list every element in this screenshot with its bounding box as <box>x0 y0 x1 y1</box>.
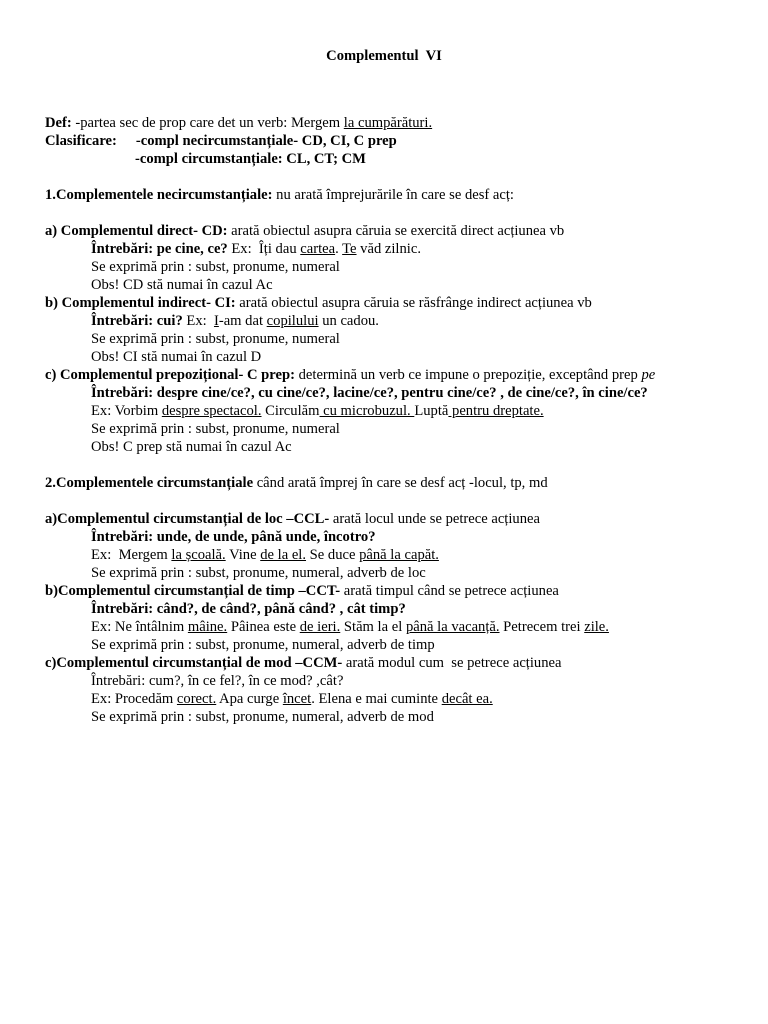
ccm-example-text: Apa curge <box>216 691 283 707</box>
cd-example-text: Ex: Îți dau <box>227 241 301 257</box>
cd-text: arată obiectul asupra căruia se exercită direct acțiunea vb <box>227 223 565 239</box>
document-body <box>45 114 745 726</box>
ci-text: arată obiectul asupra căruia se răsfrânge indirect acțiunea vb <box>235 295 592 311</box>
section1-text: nu arată împrejurările în care se desf acț: <box>272 187 514 203</box>
clasificare-line-2 <box>45 150 745 168</box>
ccl-express-line: Se exprimă prin : subst, pronume, numeral, adverb de loc <box>91 565 426 581</box>
clasificare-item-1: -compl necircumstanțiale- CD, CI, C prep <box>135 133 397 149</box>
cprep-example-text: Luptă <box>414 403 449 419</box>
ccm-example-underlined: corect. <box>176 691 217 707</box>
ccm-express-line: Se exprimă prin : subst, pronume, numeral, adverb de mod <box>91 709 434 725</box>
cd-heading: a) Complementul direct- CD: <box>45 223 228 239</box>
cct-express-line: Se exprimă prin : subst, pronume, numeral, adverb de timp <box>91 637 435 653</box>
ci-example-text: Ex: <box>182 313 214 329</box>
ccl-example-line <box>45 546 745 564</box>
def-example: la cumpărături. <box>343 115 433 131</box>
ci-example-underlined: I <box>213 313 219 329</box>
cprep-text: determină un verb ce impune o prepoziție, exceptând prep <box>294 367 642 383</box>
ccl-example-text: Vine <box>225 547 261 563</box>
cct-example-underlined: până la vacanță. <box>405 619 500 635</box>
cct-questions-line <box>45 600 745 618</box>
cprep-example-line <box>45 402 745 420</box>
cct-example-underlined: de ieri. <box>299 619 341 635</box>
cd-questions-line <box>45 240 745 258</box>
ci-questions-line <box>45 312 745 330</box>
ccl-example-underlined: până la capăt. <box>359 547 439 563</box>
ccl-heading-line <box>45 510 745 528</box>
ccl-heading: a)Complementul circumstanțial de loc –CCL- <box>45 511 330 527</box>
cprep-questions: Întrebări: despre cine/ce?, cu cine/ce?, lacine/ce?, pentru cine/ce? , de cine/ce?, în cine/ce? <box>91 385 648 401</box>
clasificare-line-1 <box>45 132 745 150</box>
cprep-example-text: Ex: Vorbim <box>91 403 162 419</box>
cd-example-text: . <box>335 241 343 257</box>
ccm-text: arată modul cum se petrece acțiunea <box>342 655 562 671</box>
cprep-heading: c) Complementul prepozițional- C prep: <box>45 367 295 383</box>
cct-example-underlined: mâine. <box>187 619 228 635</box>
ccl-example-underlined: la școală. <box>171 547 226 563</box>
cct-example-text: Petrecem trei <box>499 619 585 635</box>
cprep-heading-line <box>45 366 745 384</box>
cd-express-line: Se exprimă prin : subst, pronume, numeral <box>91 259 340 275</box>
cprep-example-underlined: pentru dreptate. <box>448 403 544 419</box>
ccm-example-text: Ex: Procedăm <box>91 691 177 707</box>
ccl-questions: Întrebări: unde, de unde, până unde, încotro? <box>91 529 376 545</box>
cprep-obs-line: Obs! C prep stă numai în cazul Ac <box>91 439 292 455</box>
cprep-example-underlined: cu microbuzul. <box>319 403 415 419</box>
ci-obs-line: Obs! CI stă numai în cazul D <box>91 349 262 365</box>
section1-heading-line <box>45 186 745 204</box>
cd-example-underlined: cartea <box>300 241 336 257</box>
cct-example-line <box>45 618 745 636</box>
document-title: Complementul VI <box>326 48 442 64</box>
ci-heading: b) Complementul indirect- CI: <box>45 295 236 311</box>
cct-questions: Întrebări: când?, de când?, până când? , cât timp? <box>91 601 406 617</box>
cct-example-text: Pâinea este <box>227 619 300 635</box>
cprep-express-line: Se exprimă prin : subst, pronume, numeral <box>91 421 340 437</box>
spacer <box>45 204 745 222</box>
ci-example-text: un cadou. <box>318 313 379 329</box>
cct-heading: b)Complementul circumstanțial de timp –CCT- <box>45 583 341 599</box>
cct-example-underlined: zile. <box>584 619 609 635</box>
cprep-example-underlined: despre spectacol. <box>161 403 262 419</box>
clasificare-item-2: -compl circumstanțiale: CL, CT; CM <box>135 151 366 167</box>
cd-heading-line <box>45 222 745 240</box>
ccl-example-text: Ex: Mergem <box>91 547 172 563</box>
ci-heading-line <box>45 294 745 312</box>
clasificare-label: Clasificare: <box>45 133 117 149</box>
ccm-example-underlined: decât ea. <box>441 691 493 707</box>
cd-example-text: văd zilnic. <box>356 241 421 257</box>
section2-heading: 2.Complementele circumstanțiale <box>45 475 254 491</box>
ccm-heading: c)Complementul circumstanțial de mod –CCM- <box>45 655 343 671</box>
ccl-example-underlined: de la el. <box>260 547 307 563</box>
cprep-example-text: Circulăm <box>261 403 320 419</box>
spacer <box>45 168 745 186</box>
cprep-questions-line <box>45 384 745 402</box>
cct-heading-line <box>45 582 745 600</box>
cd-questions: Întrebări: pe cine, ce? <box>91 241 228 257</box>
ccl-example-text: Se duce <box>306 547 360 563</box>
def-text: -partea sec de prop care det un verb: Mergem <box>71 115 344 131</box>
section1-heading: 1.Complementele necircumstanțiale: <box>45 187 273 203</box>
cd-example-underlined: Te <box>342 241 357 257</box>
ccm-example-text: . Elena e mai cuminte <box>311 691 442 707</box>
cct-text: arată timpul când se petrece acțiunea <box>340 583 559 599</box>
ccl-questions-line <box>45 528 745 546</box>
def-label: Def: <box>45 115 72 131</box>
ci-example-text: -am dat <box>218 313 267 329</box>
section2-heading-line <box>45 474 745 492</box>
spacer <box>45 492 745 510</box>
cprep-text-italic: pe <box>641 367 656 383</box>
ccm-heading-line <box>45 654 745 672</box>
ci-questions: Întrebări: cui? <box>91 313 183 329</box>
ccm-questions-line: Întrebări: cum?, în ce fel?, în ce mod? ,cât? <box>91 673 344 689</box>
ci-express-line: Se exprimă prin : subst, pronume, numeral <box>91 331 340 347</box>
ccl-text: arată locul unde se petrece acțiunea <box>329 511 540 527</box>
ccm-example-line <box>45 690 745 708</box>
ccm-example-underlined: încet <box>282 691 312 707</box>
section2-text: când arată împrej în care se desf acț -locul, tp, md <box>253 475 548 491</box>
ci-example-underlined: copilului <box>266 313 319 329</box>
cd-obs-line: Obs! CD stă numai în cazul Ac <box>91 277 273 293</box>
spacer <box>45 456 745 474</box>
definition-line <box>45 114 745 132</box>
cct-example-text: Stăm la el <box>340 619 406 635</box>
cct-example-text: Ex: Ne întâlnim <box>91 619 188 635</box>
